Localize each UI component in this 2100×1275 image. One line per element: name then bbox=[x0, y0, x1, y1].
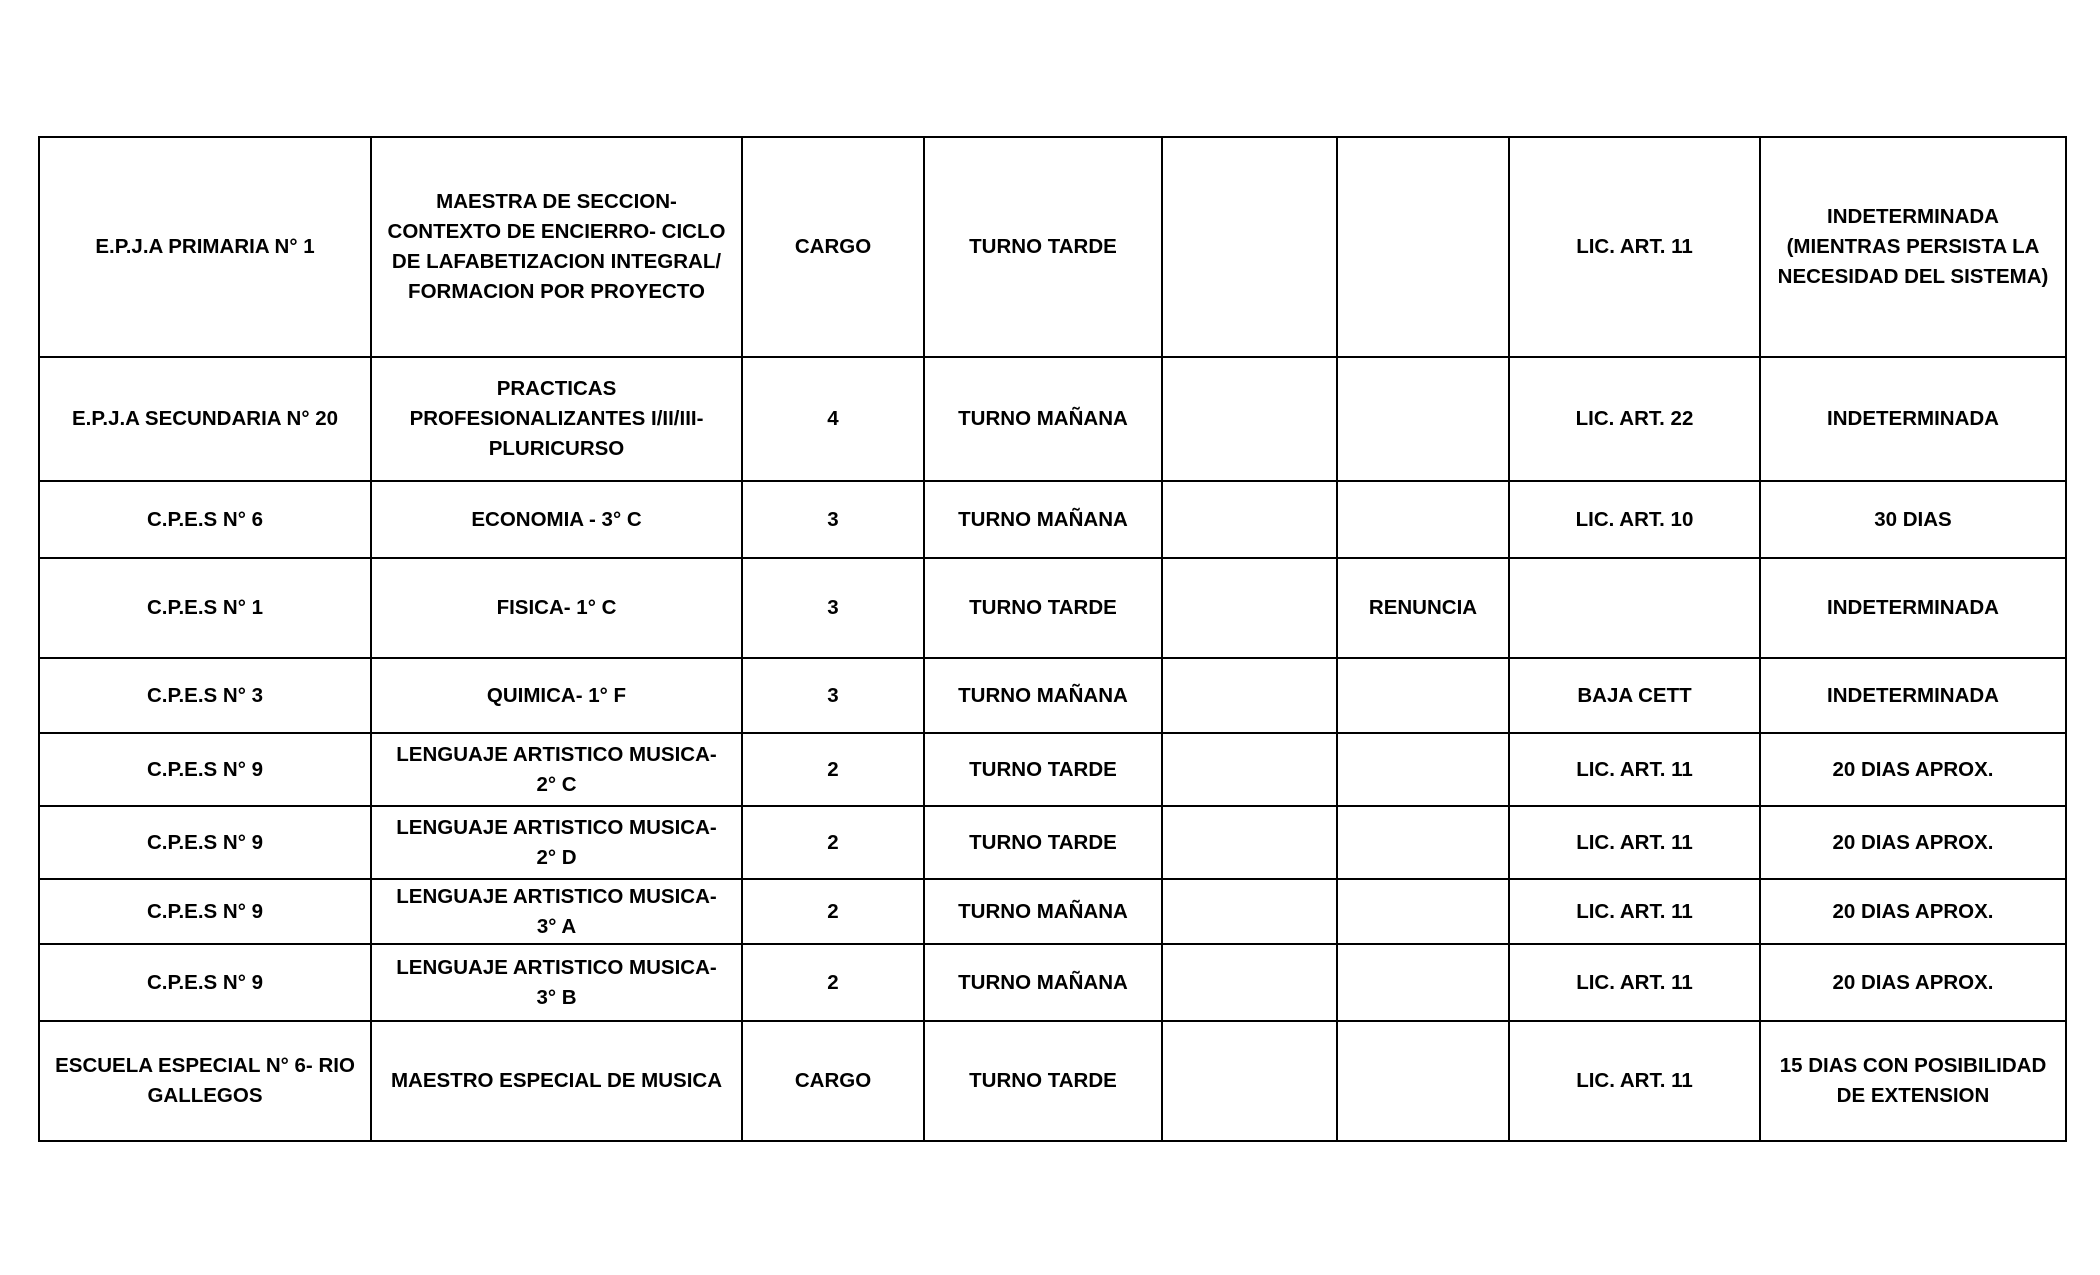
table-cell-hours: 2 bbox=[742, 806, 924, 879]
table-cell-school: C.P.E.S N° 6 bbox=[39, 481, 371, 558]
table-cell-shift: TURNO MAÑANA bbox=[924, 944, 1162, 1021]
table-cell-license: BAJA CETT bbox=[1509, 658, 1760, 733]
table-cell-shift: TURNO MAÑANA bbox=[924, 357, 1162, 481]
table-row bbox=[39, 357, 2066, 481]
table-cell-reason bbox=[1337, 357, 1509, 481]
table-cell-license: LIC. ART. 11 bbox=[1509, 806, 1760, 879]
table-cell-reason bbox=[1337, 879, 1509, 944]
table-cell-subject: LENGUAJE ARTISTICO MUSICA- 2° D bbox=[371, 806, 742, 879]
table-cell-hours: 4 bbox=[742, 357, 924, 481]
table-cell-duration: 30 DIAS bbox=[1760, 481, 2066, 558]
table-cell-subject: LENGUAJE ARTISTICO MUSICA- 2° C bbox=[371, 733, 742, 806]
table-row bbox=[39, 481, 2066, 558]
table-cell-col5 bbox=[1162, 658, 1337, 733]
table-cell-duration: 20 DIAS APROX. bbox=[1760, 733, 2066, 806]
table-cell-duration: 15 DIAS CON POSIBILIDAD DE EXTENSION bbox=[1760, 1021, 2066, 1141]
table-cell-reason bbox=[1337, 944, 1509, 1021]
table-cell-reason bbox=[1337, 137, 1509, 357]
table-cell-hours: CARGO bbox=[742, 1021, 924, 1141]
table-row bbox=[39, 137, 2066, 357]
table-cell-duration: 20 DIAS APROX. bbox=[1760, 806, 2066, 879]
table-row bbox=[39, 1021, 2066, 1141]
table-cell-subject: ECONOMIA - 3° C bbox=[371, 481, 742, 558]
document-page bbox=[38, 136, 2065, 1142]
table-cell-duration: INDETERMINADA bbox=[1760, 357, 2066, 481]
table-cell-col5 bbox=[1162, 879, 1337, 944]
table-cell-hours: 2 bbox=[742, 733, 924, 806]
table-cell-school: C.P.E.S N° 1 bbox=[39, 558, 371, 658]
table-cell-reason bbox=[1337, 806, 1509, 879]
table-cell-col5 bbox=[1162, 1021, 1337, 1141]
table-cell-hours: 3 bbox=[742, 481, 924, 558]
table-cell-col5 bbox=[1162, 806, 1337, 879]
table-cell-school: E.P.J.A PRIMARIA N° 1 bbox=[39, 137, 371, 357]
table-row bbox=[39, 658, 2066, 733]
table-cell-shift: TURNO TARDE bbox=[924, 806, 1162, 879]
table-cell-school: C.P.E.S N° 3 bbox=[39, 658, 371, 733]
table-row bbox=[39, 733, 2066, 806]
table-cell-shift: TURNO MAÑANA bbox=[924, 658, 1162, 733]
table-cell-license bbox=[1509, 558, 1760, 658]
table-cell-shift: TURNO MAÑANA bbox=[924, 879, 1162, 944]
table-cell-hours: 2 bbox=[742, 944, 924, 1021]
table-cell-shift: TURNO MAÑANA bbox=[924, 481, 1162, 558]
table-cell-subject: PRACTICAS PROFESIONALIZANTES I/II/III- PLURICURSO bbox=[371, 357, 742, 481]
table-cell-license: LIC. ART. 11 bbox=[1509, 1021, 1760, 1141]
table-row bbox=[39, 806, 2066, 879]
table-cell-license: LIC. ART. 11 bbox=[1509, 137, 1760, 357]
table-cell-subject: FISICA- 1° C bbox=[371, 558, 742, 658]
table-cell-license: LIC. ART. 11 bbox=[1509, 944, 1760, 1021]
table-cell-col5 bbox=[1162, 481, 1337, 558]
table-cell-reason bbox=[1337, 733, 1509, 806]
table-row bbox=[39, 879, 2066, 944]
table-cell-school: C.P.E.S N° 9 bbox=[39, 944, 371, 1021]
table-cell-license: LIC. ART. 11 bbox=[1509, 733, 1760, 806]
table-cell-duration: INDETERMINADA bbox=[1760, 658, 2066, 733]
table-cell-col5 bbox=[1162, 357, 1337, 481]
table-cell-duration: INDETERMINADA bbox=[1760, 558, 2066, 658]
table-cell-school: E.P.J.A SECUNDARIA N° 20 bbox=[39, 357, 371, 481]
table-cell-school: C.P.E.S N° 9 bbox=[39, 806, 371, 879]
table-cell-school: C.P.E.S N° 9 bbox=[39, 879, 371, 944]
table-cell-duration: 20 DIAS APROX. bbox=[1760, 944, 2066, 1021]
table-cell-duration: INDETERMINADA (MIENTRAS PERSISTA LA NECESIDAD DEL SISTEMA) bbox=[1760, 137, 2066, 357]
table-cell-subject: QUIMICA- 1° F bbox=[371, 658, 742, 733]
table-cell-reason: RENUNCIA bbox=[1337, 558, 1509, 658]
table-cell-reason bbox=[1337, 481, 1509, 558]
table-cell-shift: TURNO TARDE bbox=[924, 733, 1162, 806]
table-row bbox=[39, 944, 2066, 1021]
table-cell-subject: MAESTRO ESPECIAL DE MUSICA bbox=[371, 1021, 742, 1141]
table-cell-col5 bbox=[1162, 944, 1337, 1021]
table-cell-col5 bbox=[1162, 137, 1337, 357]
table-row bbox=[39, 558, 2066, 658]
table-cell-subject: LENGUAJE ARTISTICO MUSICA- 3° B bbox=[371, 944, 742, 1021]
table-cell-license: LIC. ART. 10 bbox=[1509, 481, 1760, 558]
table-cell-school: ESCUELA ESPECIAL N° 6- RIO GALLEGOS bbox=[39, 1021, 371, 1141]
table-cell-license: LIC. ART. 22 bbox=[1509, 357, 1760, 481]
table-cell-hours: CARGO bbox=[742, 137, 924, 357]
table-cell-col5 bbox=[1162, 558, 1337, 658]
table-cell-shift: TURNO TARDE bbox=[924, 137, 1162, 357]
table-cell-school: C.P.E.S N° 9 bbox=[39, 733, 371, 806]
table-cell-reason bbox=[1337, 658, 1509, 733]
table-cell-subject: MAESTRA DE SECCION- CONTEXTO DE ENCIERRO- CICLO DE LAFABETIZACION INTEGRAL/ FORMACION POR PROYECTO bbox=[371, 137, 742, 357]
table-cell-col5 bbox=[1162, 733, 1337, 806]
table-cell-hours: 3 bbox=[742, 658, 924, 733]
table-cell-subject: LENGUAJE ARTISTICO MUSICA- 3° A bbox=[371, 879, 742, 944]
table-cell-shift: TURNO TARDE bbox=[924, 1021, 1162, 1141]
table-cell-reason bbox=[1337, 1021, 1509, 1141]
table-cell-license: LIC. ART. 11 bbox=[1509, 879, 1760, 944]
table-body bbox=[39, 137, 2066, 1141]
vacancies-table bbox=[38, 136, 2067, 1142]
table-cell-hours: 3 bbox=[742, 558, 924, 658]
table-cell-hours: 2 bbox=[742, 879, 924, 944]
table-cell-shift: TURNO TARDE bbox=[924, 558, 1162, 658]
table-cell-duration: 20 DIAS APROX. bbox=[1760, 879, 2066, 944]
